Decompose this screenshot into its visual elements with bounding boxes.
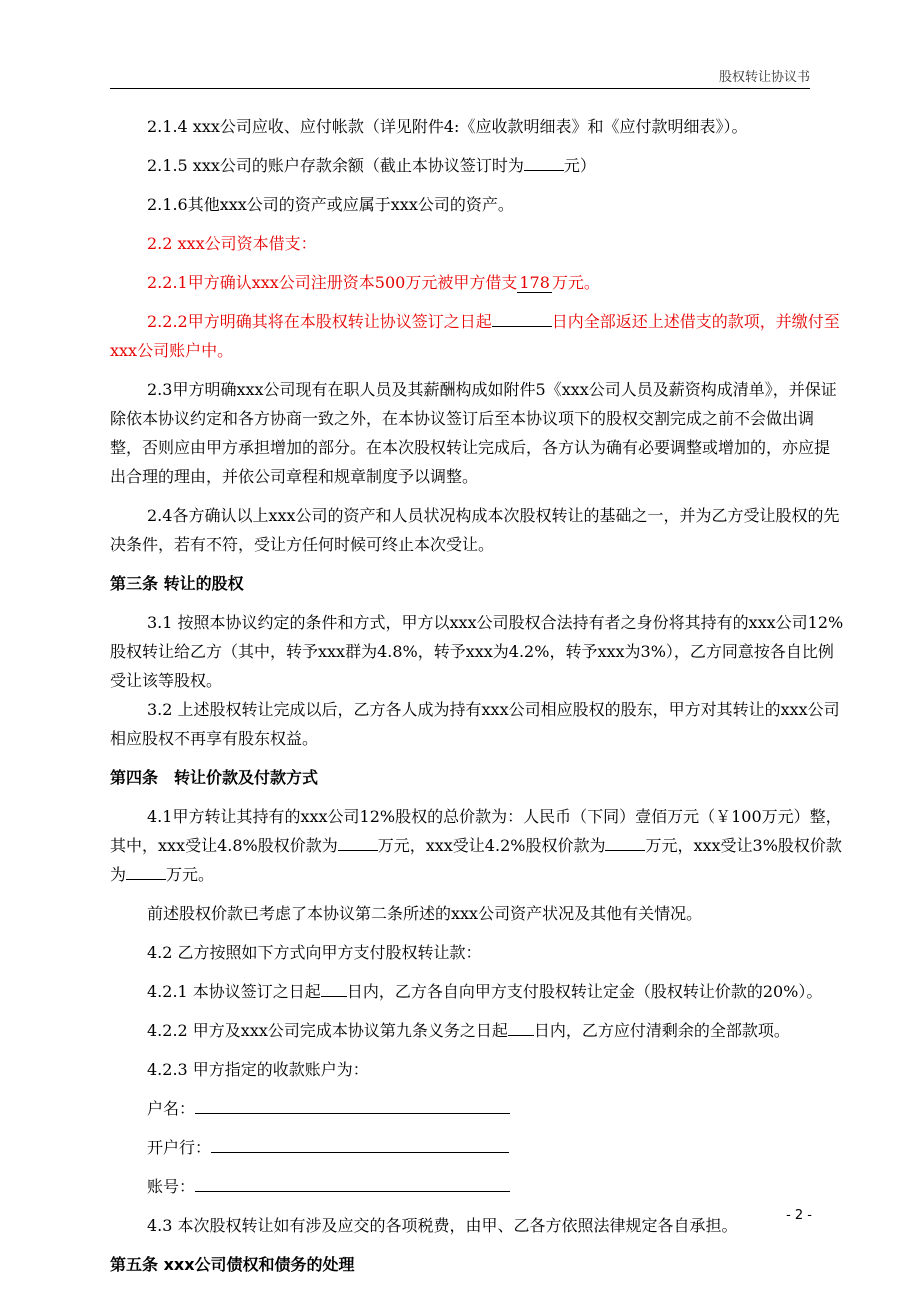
blank-final-days — [508, 1017, 534, 1036]
blank-deposit-balance — [524, 152, 564, 171]
clause-4-3: 4.3 本次股权转让如有涉及应交的各项税费，由甲、乙各方依照法律规定各自承担。 — [147, 1216, 738, 1235]
page-number: - 2 - — [786, 1208, 812, 1223]
clause-2-2-1: 2.2.1甲方确认xxx公司注册资本500万元被甲方借支 178 万元。 — [147, 273, 600, 292]
clause-2-1-5: 2.1.5 xxx公司的账户存款余额（截止本协议签订时为 元） — [110, 151, 845, 180]
account-name-line — [195, 1095, 510, 1114]
running-header: 股权转让协议书 — [718, 70, 810, 85]
clause-2-2-2: 2.2.2甲方明确其将在本股权转让协议签订之日起 日内全部返还上述借支的款项，并缴付至xxx公司账户中。 — [110, 307, 845, 365]
blank-price-2 — [605, 832, 645, 851]
clause-3-2: 3.2 上述股权转让完成以后，乙方各人成为持有xxx公司相应股权的股东，甲方对其转让的xxx公司相应股权不再享有股东权益。 — [110, 700, 840, 748]
clause-2-4: 2.4各方确认以上xxx公司的资产和人员状况构成本次股权转让的基础之一，并为乙方受让股权的先决条件，若有不符，受让方任何时候可终止本次受让。 — [110, 506, 840, 554]
blank-price-3 — [126, 861, 166, 880]
article-5-heading: 第五条 xxx公司债权和债务的处理 — [110, 1255, 355, 1274]
borrowed-amount: 178 — [519, 273, 550, 292]
document-body — [110, 112, 845, 1279]
blank-return-days — [492, 308, 552, 327]
account-number-row: 账号： — [110, 1172, 845, 1201]
clause-2-2: 2.2 xxx公司资本借支： — [147, 234, 317, 253]
clause-4-1: 4.1甲方转让其持有的xxx公司12%股权的总价款为：人民币（下同）壹佰万元（￥100万元）整，其中，xxx受让4.8%股权价款为 万元，xxx受让4.2%股权价款为 万元，xxx受让3%股权价款为 万元。 — [110, 807, 842, 884]
clause-4-2: 4.2 乙方按照如下方式向甲方支付股权转让款： — [147, 943, 482, 962]
account-name-row: 户名： — [110, 1094, 845, 1123]
clause-4-2-3: 4.2.3 甲方指定的收款账户为： — [147, 1060, 369, 1079]
account-number-line — [195, 1173, 510, 1192]
header-rule — [110, 88, 810, 89]
clause-3-1: 3.1 按照本协议约定的条件和方式，甲方以xxx公司股权合法持有者之身份将其持有的xxx公司12%股权转让给乙方（其中，转予xxx群为4.8%，转予xxx为4.2%，转予xxx为3%），乙方同意按各自比例受让该等股权。 — [110, 613, 844, 690]
clause-4-1-note: 前述股权价款已考虑了本协议第二条所述的xxx公司资产状况及其他有关情况。 — [147, 904, 703, 923]
account-bank-row: 开户行： — [110, 1133, 845, 1162]
blank-price-1 — [338, 832, 378, 851]
clause-2-3: 2.3甲方明确xxx公司现有在职人员及其薪酬构成如附件5《xxx公司人员及薪资构成清单》，并保证除依本协议约定和各方协商一致之外，在本协议签订后至本协议项下的股权交割完成之前不会做出调整，否则应由甲方承担增加的部分。在本次股权转让完成后，各方认为确有必要调整或增加的，亦应提出合理的理由，并依公司章程和规章制度予以调整。 — [110, 380, 837, 486]
article-3-heading: 第三条 转让的股权 — [110, 574, 244, 593]
clause-4-2-1: 4.2.1 本协议签订之日起 日内，乙方各自向甲方支付股权转让定金（股权转让价款的20%）。 — [110, 977, 845, 1006]
account-bank-line — [211, 1134, 509, 1153]
clause-2-1-6: 2.1.6其他xxx公司的资产或应属于xxx公司的资产。 — [147, 195, 514, 214]
article-4-heading: 第四条 转让价款及付款方式 — [110, 768, 319, 787]
clause-2-1-4: 2.1.4 xxx公司应收、应付帐款（详见附件4:《应收款明细表》和《应付款明细表》）。 — [147, 117, 748, 136]
clause-4-2-2: 4.2.2 甲方及xxx公司完成本协议第九条义务之日起 日内，乙方应付清剩余的全部款项。 — [110, 1016, 845, 1045]
blank-deposit-days — [321, 978, 347, 997]
